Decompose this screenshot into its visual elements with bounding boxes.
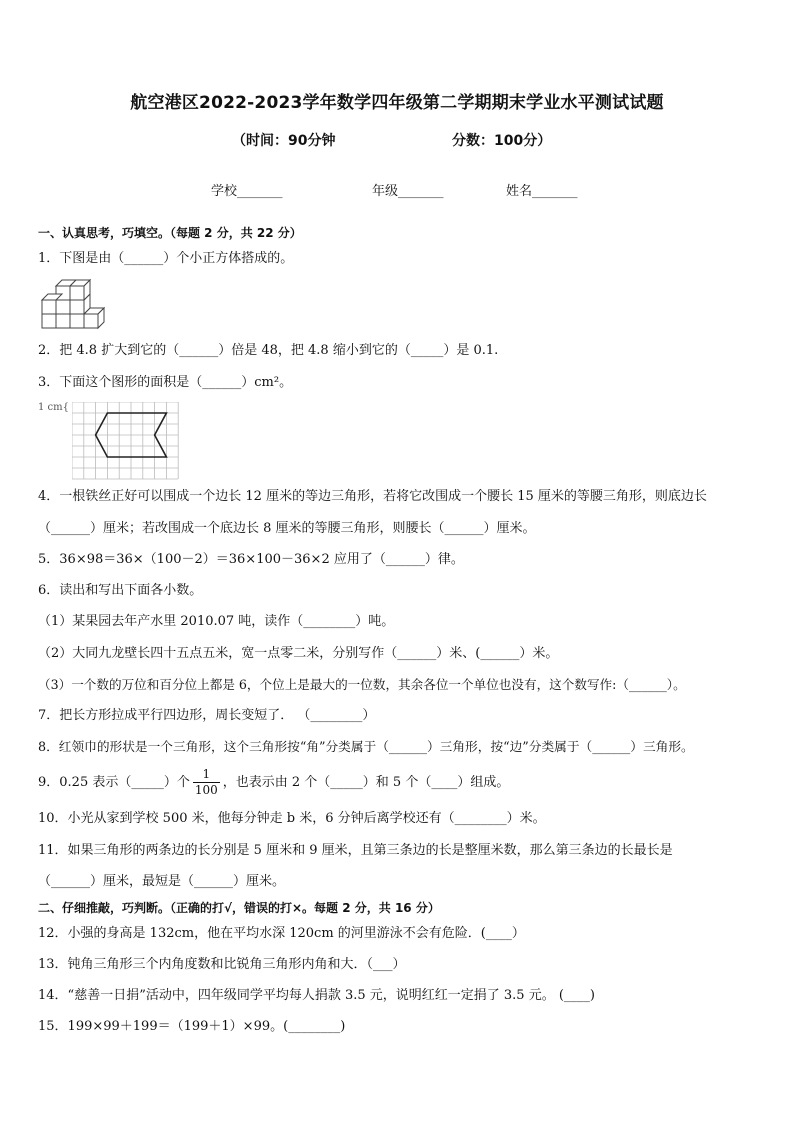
exam-score: 分数：100分）: [452, 133, 552, 149]
exam-title: 航空港区2022-2023学年数学四年级第二学期期末学业水平测试试题: [130, 93, 664, 113]
question-4-line-1: 4．一根铁丝正好可以围成一个边长 12 厘米的等边三角形，若将它改围成一个腰长 15 厘米的等腰三角形，则底边长: [38, 489, 707, 504]
question-9-after: ，也表示由 2 个（_____）和 5 个（____）组成。: [222, 775, 510, 790]
question-1: 1．下图是由（______）个小正方体搭成的。: [38, 251, 294, 266]
question-6-sub-3: （3）一个数的万位和百分位上都是 6，个位上是最大的一位数，其余各位一个单位也没有，这个数写作:（______）。: [38, 677, 686, 692]
section-2-heading: 二、仔细推敲，巧判断。（正确的打√，错误的打×。每题 2 分，共 16 分）: [38, 901, 440, 915]
question-10: 10．小光从家到学校 500 米，他每分钟走 b 米，6 分钟后离学校还有（________）米。: [38, 811, 546, 826]
question-6-sub-2: （2）大同九龙壁长四十五点五米，宽一点零二米，分别写作（______）米、(______）米。: [38, 646, 559, 661]
question-11-line-1: 11．如果三角形的两条边的长分别是 5 厘米和 9 厘米，且第三条边的长是整厘米数，那么第三条边的长最长是: [38, 843, 673, 858]
question-4-line-2: （______）厘米；若改围成一个底边长 8 厘米的等腰三角形，则腰长（______）厘米。: [38, 521, 536, 536]
question-6-sub-1: （1）某果园去年产水里 2010.07 吨，读作（________）吨。: [38, 614, 395, 629]
question-5: 5．36×98＝36×（100－2）＝36×100－36×2 应用了（______）律。: [38, 552, 464, 567]
question-7: 7．把长方形拉成平行四边形，周长变短了． （________）: [38, 708, 376, 723]
question-8: 8．红领巾的形状是一个三角形，这个三角形按“角”分类属于（______）三角形，按“边”分类属于（______）三角形。: [38, 739, 694, 754]
question-13: 13．钝角三角形三个内角度数和比锐角三角形内角和大．（___）: [38, 957, 406, 972]
question-12: 12．小强的身高是 132cm，他在平均水深 120cm 的河里游泳不会有危险．(____）: [38, 926, 525, 941]
scale-label: 1 cm{: [38, 402, 69, 413]
question-2: 2．把 4.8 扩大到它的（______）倍是 48，把 4.8 缩小到它的（_____）是 0.1.: [38, 343, 499, 358]
school-field[interactable]: 学校_______: [211, 184, 283, 199]
exam-time: （时间：90分钟: [232, 133, 336, 149]
area-grid-figure: [72, 402, 180, 480]
question-9-before: 9．0.25 表示（_____）个: [38, 775, 190, 790]
question-9: [38, 766, 509, 800]
question-11-line-2: （______）厘米，最短是（______）厘米。: [38, 874, 286, 889]
fraction-one-hundredth: [193, 767, 220, 798]
fraction-denominator: 100: [194, 783, 218, 797]
question-6: 6．读出和写出下面各小数。: [38, 583, 203, 598]
grade-field[interactable]: 年级_______: [372, 184, 444, 199]
question-3: 3．下面这个图形的面积是（______）cm²。: [38, 375, 293, 390]
question-15: 15．199×99＋199＝（199＋1）×99。(________): [38, 1019, 346, 1034]
section-1-heading: 一、认真思考，巧填空。（每题 2 分，共 22 分）: [38, 226, 302, 240]
question-14: 14．“慈善一日捐”活动中，四年级同学平均每人捐款 3.5 元，说明红红一定捐了 3.5 元。 (____): [38, 988, 595, 1003]
name-field[interactable]: 姓名_______: [506, 184, 578, 199]
fraction-numerator: 1: [193, 767, 220, 783]
cube-stack-figure: [40, 276, 110, 332]
